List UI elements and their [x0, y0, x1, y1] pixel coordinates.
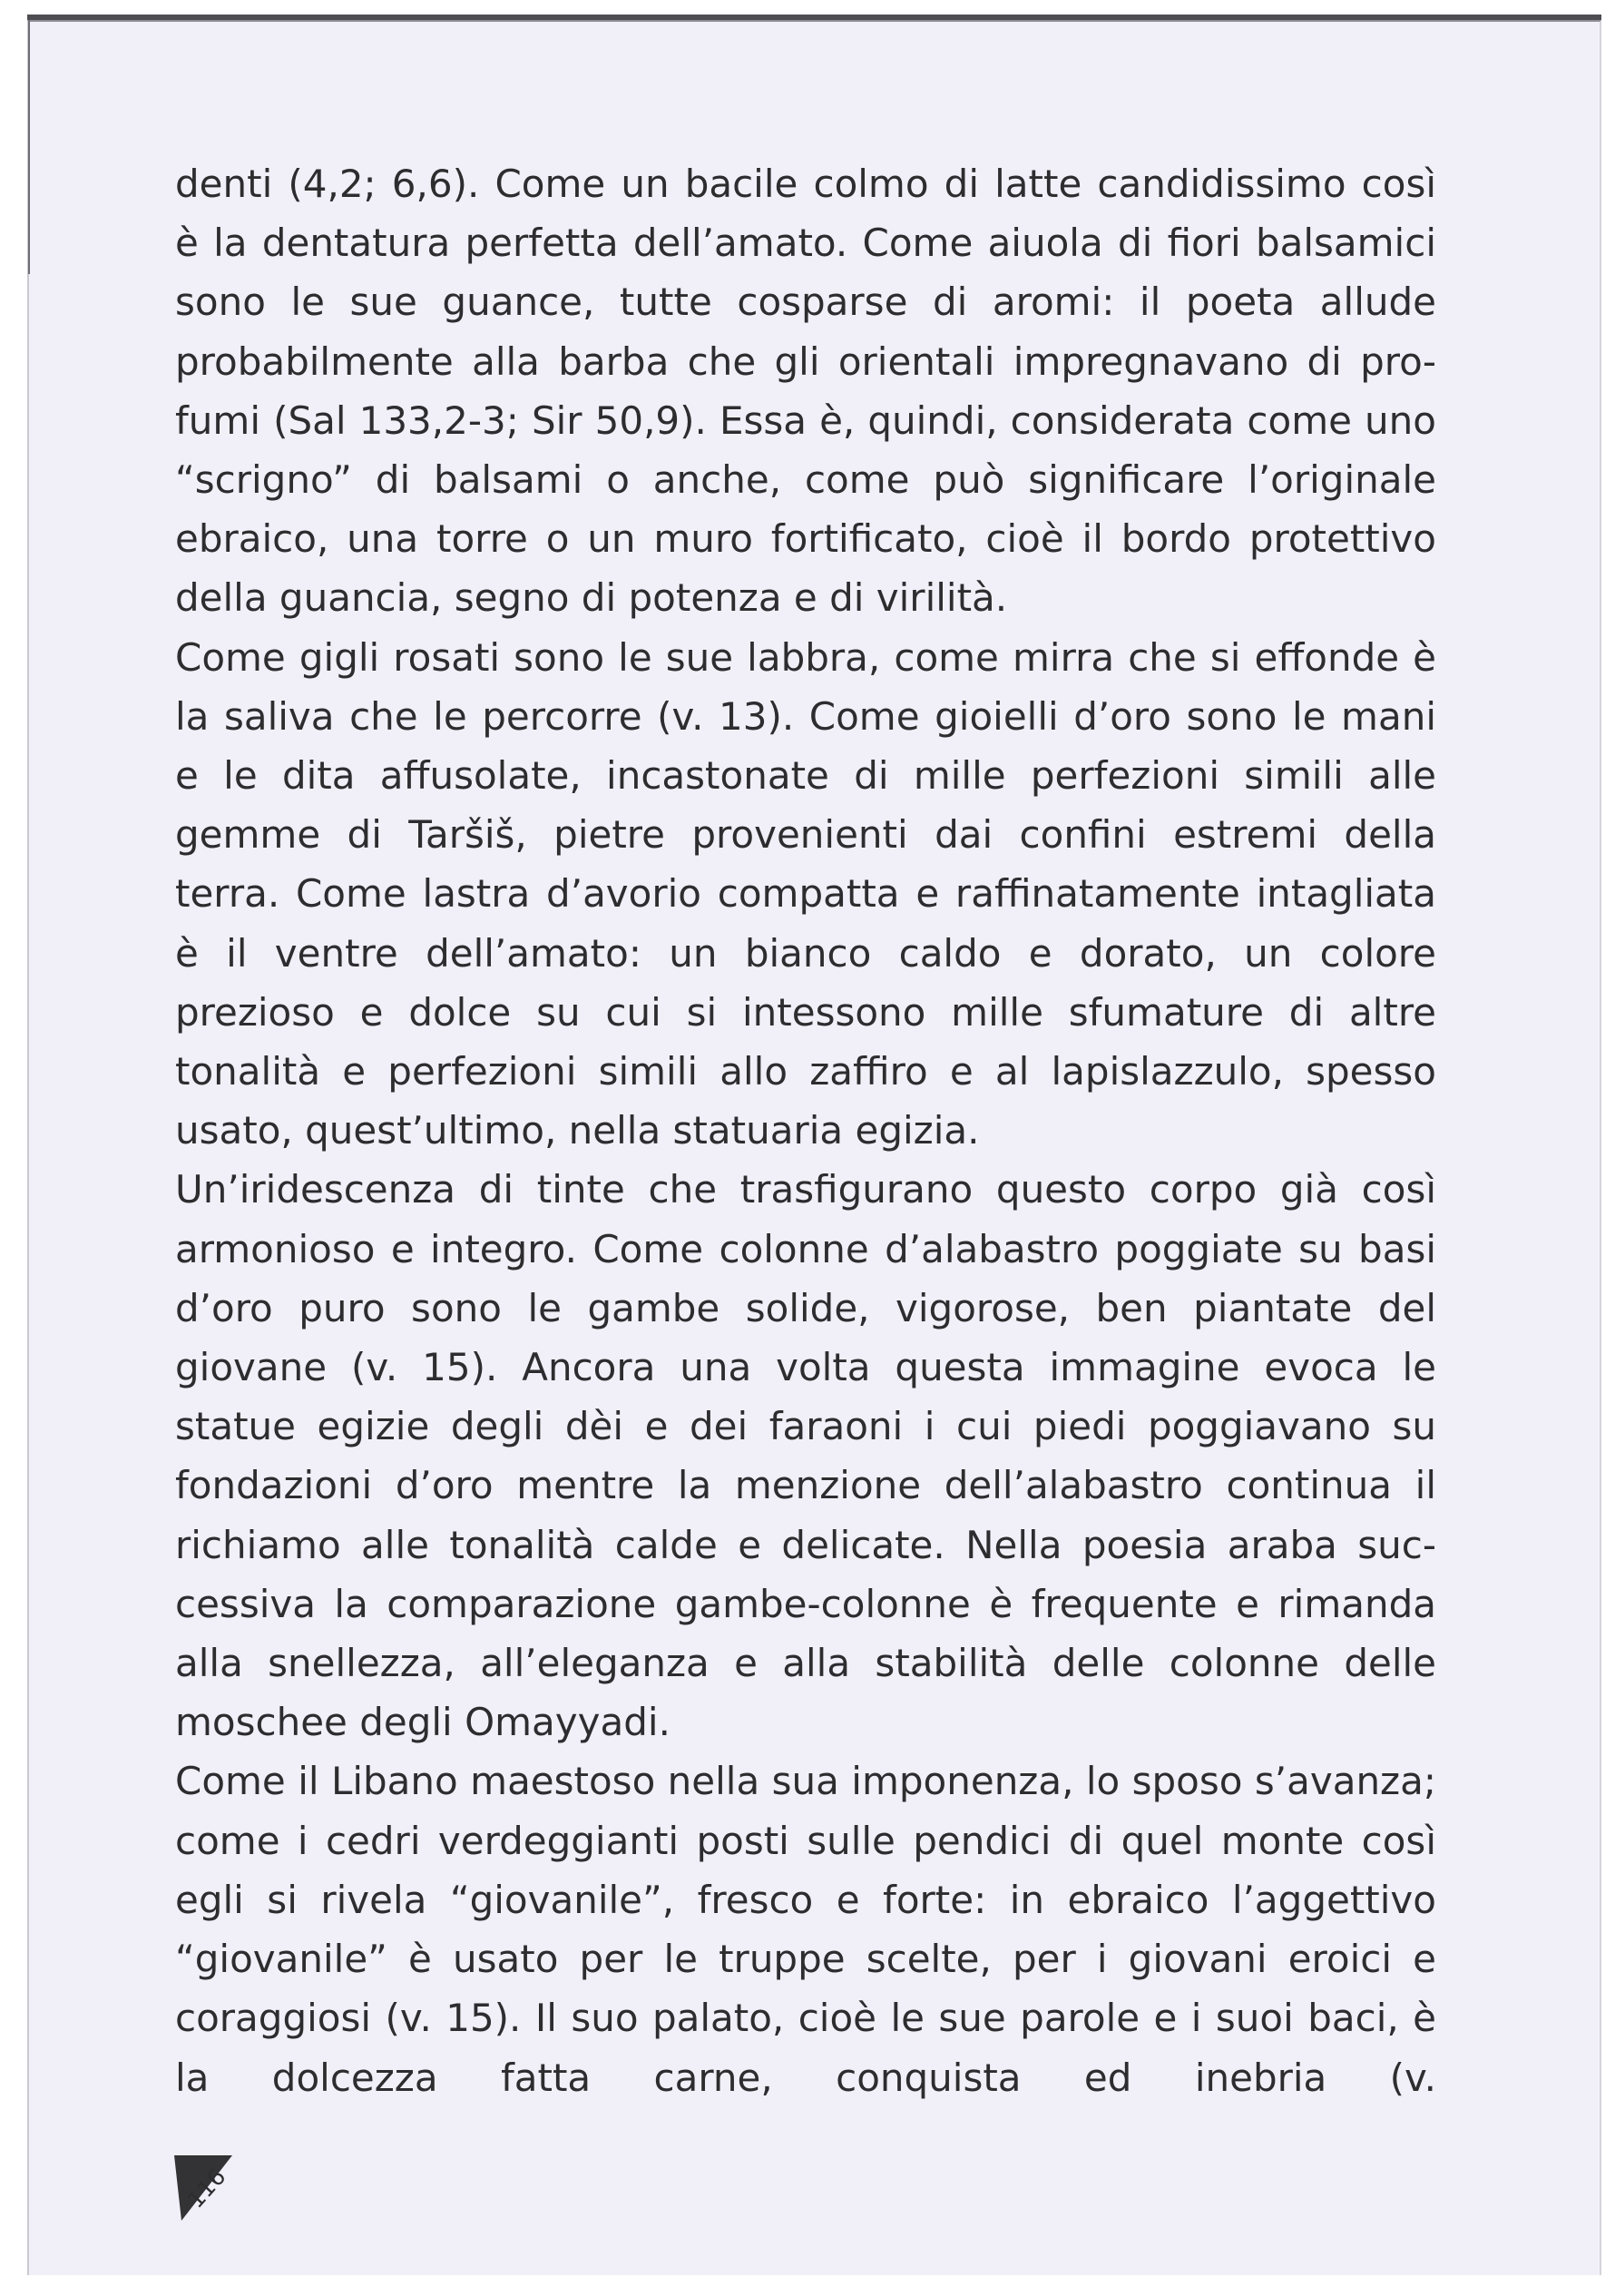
- paragraph-1: denti (4,2; 6,6). Come un bacile colmo di latte candidissimo così è la dentatura perfetta dell’amato. Come aiuola di fiori balsamici sono le sue guance, tutte cosparse di aromi: il poeta allude probabilmente alla barba che gli orientali impregnavano di profumi (Sal 133,2-3; Sir 50,9). Essa è, quindi, considerata come uno “scrigno” di balsami o anche, come può significare l’originale ebraico, una torre o un muro fortificato, cioè il bordo protettivo della guancia, segno di potenza e di virilità.: [175, 162, 1436, 621]
- paragraph-3: Un’iridescenza di tinte che trasfigurano questo corpo già così armonioso e integro. Come colonne d’alabastro poggiate su basi d’oro puro sono le gambe solide, vigorose, ben piantate del giovane (v. 15). Ancora una volta questa immagine evoca le statue egizie degli dèi e dei faraoni i cui piedi poggiavano su fondazioni d’oro mentre la menzione dell’alabastro continua il richiamo alle tonalità calde e delicate. Nella poesia araba successiva la comparazione gambe-colonne è frequente e rimanda alla snellezza, all’eleganza e alla stabilità delle colonne delle moschee degli Omayyadi.: [175, 1167, 1436, 1745]
- binding-edge: [28, 20, 30, 274]
- paragraph-4: Come il Libano maestoso nella sua imponenza, lo sposo s’avanza; come i cedri verdeggianti posti sulle pendici di quel monte così egli si rivela “giovanile”, fresco e forte: in ebraico l’aggettivo “giovanile” è usato per le truppe scelte, per i giovani eroici e coraggiosi (v. 15). Il suo palato, cioè le sue parole e i suoi baci, è la dolcezza fatta carne, conquista ed inebria (v.: [175, 1759, 1436, 2100]
- page-number: 116: [181, 2163, 231, 2213]
- folio-triangle-icon: [172, 2154, 254, 2226]
- paragraph-2: Come gigli rosati sono le sue labbra, come mirra che si effonde è la saliva che le percorre (v. 13). Come gioielli d’oro sono le mani e le dita affusolate, incastonate di mille perfezioni simili alle gemme di Taršiš, pietre provenienti dai confini estremi della terra. Come lastra d’avorio compatta e raffinatamente intagliata è il ventre dell’amato: un bianco caldo e dorato, un colore prezioso e dolce su cui si intessono mille sfumature di altre tonalità e perfezioni simili allo zaffiro e al lapislazzulo, spesso usato, quest’ultimo, nella statuaria egizia.: [175, 634, 1436, 1153]
- page-number-marker: [172, 2154, 254, 2226]
- body-text: [175, 154, 1436, 2107]
